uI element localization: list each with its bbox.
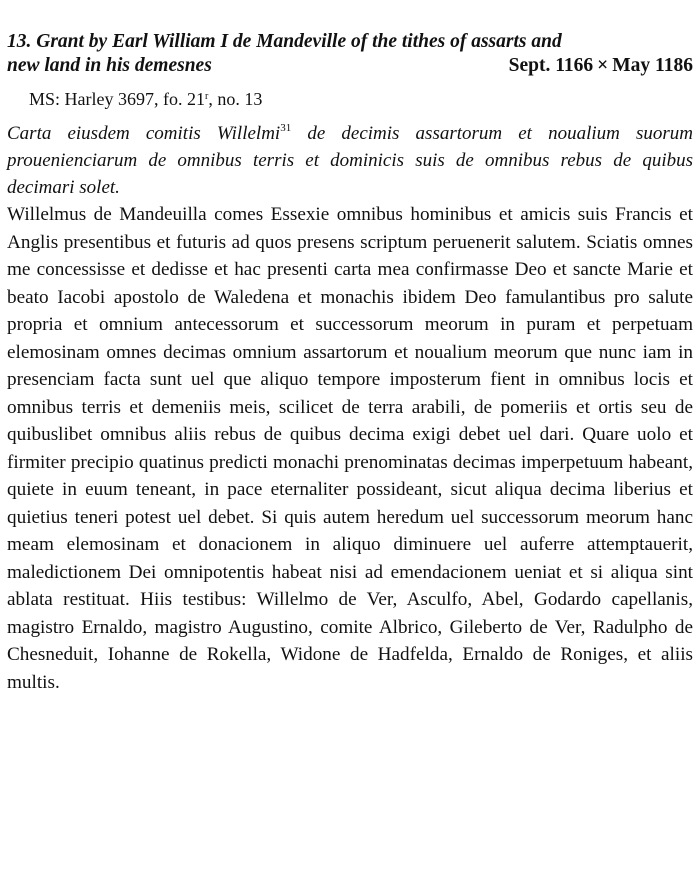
- manuscript-prefix: MS: Harley 3697, fo. 21: [29, 89, 205, 109]
- footnote-marker: 31: [280, 122, 292, 134]
- date-separator: ×: [597, 55, 609, 76]
- charter-heading: [7, 30, 693, 78]
- charter-title-continuation: new land in his demesnes: [7, 55, 212, 76]
- rubric-text-start: Carta eiusdem comitis Willelmi: [7, 123, 281, 144]
- manuscript-suffix: , no. 13: [208, 89, 263, 109]
- charter-title-line2: [7, 54, 693, 78]
- charter-date-range: [509, 54, 693, 78]
- rubric-text-end: de decimis assartorum et noualium suorum prouenienciarum de omnibus terris et dominicis suis de omnibus rebus de quibus decimari solet.: [7, 123, 693, 198]
- charter-title-line1: 13. Grant by Earl William I de Mandeville of the tithes of assarts and: [7, 31, 562, 52]
- manuscript-reference: [29, 87, 693, 111]
- date-start: Sept. 1166: [508, 55, 594, 76]
- manuscript-folio-side: r: [204, 91, 209, 102]
- date-end: May 1186: [612, 55, 693, 76]
- charter-text: Willelmus de Mandeuilla comes Essexie omnibus hominibus et amicis suis Francis et Anglis presentibus et futuris ad quos presens scriptum peruenerit salutem. Sciatis omnes me concessisse et dedisse et hac presenti carta mea confirmasse Deo et sancte Marie et beato Iacobi apostolo de Waledena et monachis ibidem Deo famulantibus pro salute propria et omnium antecessorum et successorum meorum in puram et perpetuam elemosinam omnes decimas omnium assartorum et noualium meorum que nunc iam in presenciam facta sunt uel que aliquo tempore imposterum fient in omnibus locis et omnibus terris et demeniis meis, scilicet de terra arabili, de pomeriis et ortis seu de quibuslibet omnibus aliis rebus de quibus decima exigi debet uel dari. Quare uolo et firmiter precipio quatinus predicti monachi prenominatas decimas imperpetuum habeant, quiete in euum teneant, in pace eternaliter possideant, sicut aliqua decima liberius et quietius teneri potest uel debet. Si quis autem heredum uel successorum meorum hanc meam elemosinam et donacionem in aliquo diminuere uel auferre attemptauerit, maledictionem Dei omnipotentis habeat nisi ad emendacionem ueniat et si aliqua sint ablata restituat. Hiis testibus: Willelmo de Ver, Asculfo, Abel, Godardo capellanis, magistro Ernaldo, magistro Augustino, comite Albrico, Gileberto de Ver, Radulpho de Chesneduit, Iohanne de Rokella, Widone de Hadfelda, Ernaldo de Roniges, et aliis multis.: [7, 204, 693, 693]
- charter-rubric: [7, 120, 693, 201]
